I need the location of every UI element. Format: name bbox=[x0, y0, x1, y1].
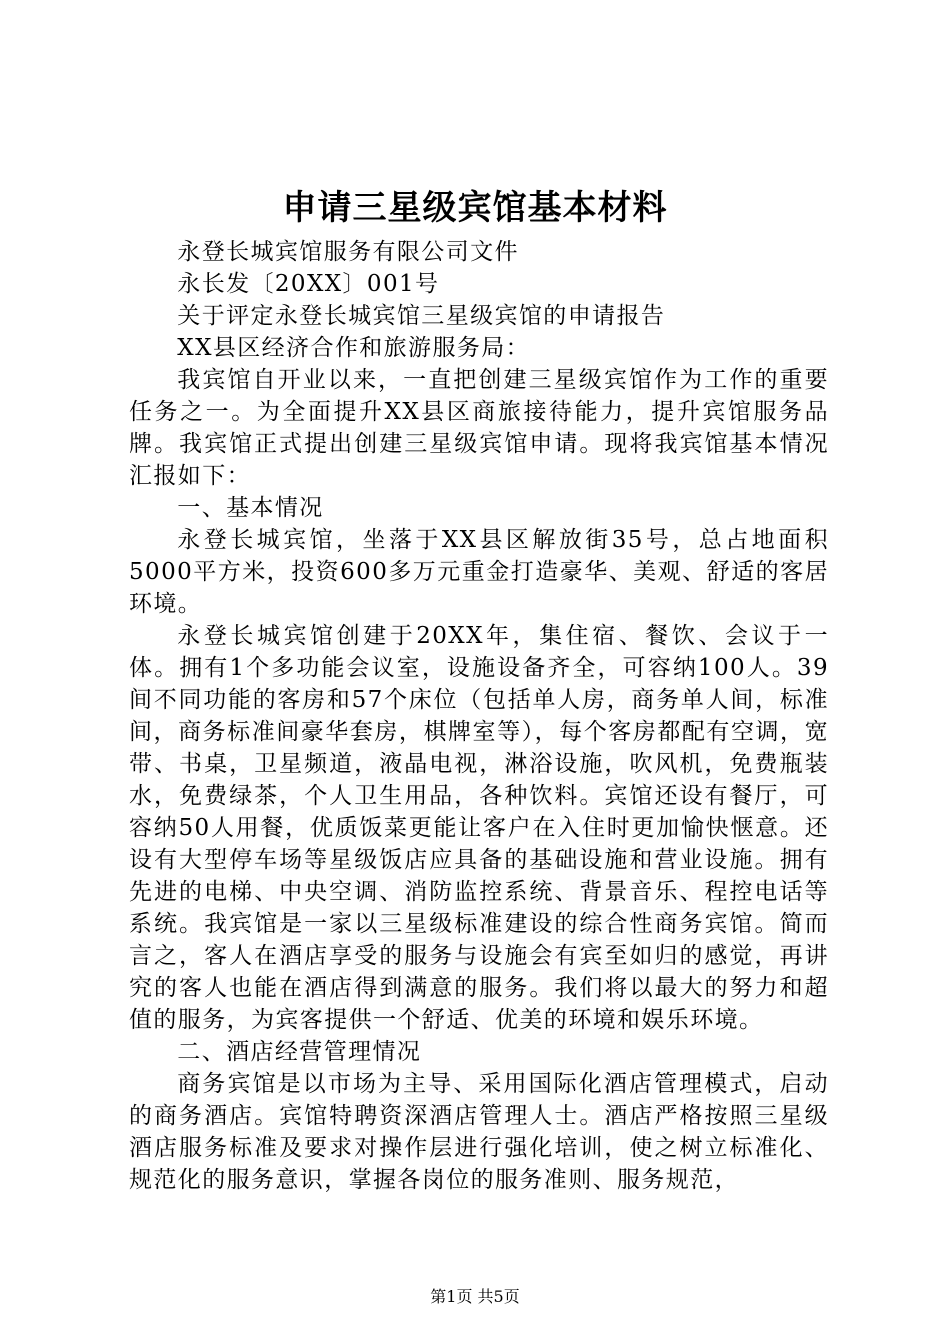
intro-paragraph: 我宾馆自开业以来，一直把创建三星级宾馆作为工作的重要任务之一。为全面提升XX县区商旅接待能力，提升宾馆服务品牌。我宾馆正式提出创建三星级宾馆申请。现将我宾馆基本情况汇报如下： bbox=[129, 367, 829, 489]
document-body bbox=[129, 236, 829, 1196]
issuer-line: 永登长城宾馆服务有限公司文件 bbox=[177, 239, 519, 265]
document-number: 永长发〔20XX〕001号 bbox=[177, 271, 440, 297]
location-paragraph: 永登长城宾馆，坐落于XX县区解放街35号，总占地面积5000平方米，投资600多万元重金打造豪华、美观、舒适的客居环境。 bbox=[129, 527, 829, 617]
recipient-line: XX县区经济合作和旅游服务局： bbox=[177, 335, 531, 361]
facilities-paragraph: 永登长城宾馆创建于20XX年，集住宿、餐饮、会议于一体。拥有1个多功能会议室，设施设备齐全，可容纳100人。39间不同功能的客房和57个床位（包括单人房，商务单人间，标准间，商务标准间豪华套房，棋牌室等），每个客房都配有空调，宽带、书桌，卫星频道，液晶电视，淋浴设施，吹风机，免费瓶装水，免费绿茶，个人卫生用品，各种饮料。宾馆还设有餐厅，可容纳50人用餐，优质饭菜更能让客户在入住时更加愉快惬意。还设有大型停车场等星级饭店应具备的基础设施和营业设施。拥有先进的电梯、中央空调、消防监控系统、背景音乐、程控电话等系统。我宾馆是一家以三星级标准建设的综合性商务宾馆。简而言之，客人在酒店享受的服务与设施会有宾至如归的感觉，再讲究的客人也能在酒店得到满意的服务。我们将以最大的努力和超值的服务，为宾客提供一个舒适、优美的环境和娱乐环境。 bbox=[129, 623, 829, 1033]
page-number: 第1页 共5页 bbox=[430, 1287, 520, 1306]
section-heading-management: 二、酒店经营管理情况 bbox=[177, 1039, 422, 1065]
section-heading-basic: 一、基本情况 bbox=[177, 495, 324, 521]
document-title: 申请三星级宾馆基本材料 bbox=[282, 188, 668, 228]
report-subject: 关于评定永登长城宾馆三星级宾馆的申请报告 bbox=[177, 303, 666, 329]
management-paragraph: 商务宾馆是以市场为主导、采用国际化酒店管理模式，启动的商务酒店。宾馆特聘资深酒店管理人士。酒店严格按照三星级酒店服务标准及要求对操作层进行强化培训，使之树立标准化、规范化的服务意识，掌握各岗位的服务准则、服务规范， bbox=[129, 1071, 829, 1193]
